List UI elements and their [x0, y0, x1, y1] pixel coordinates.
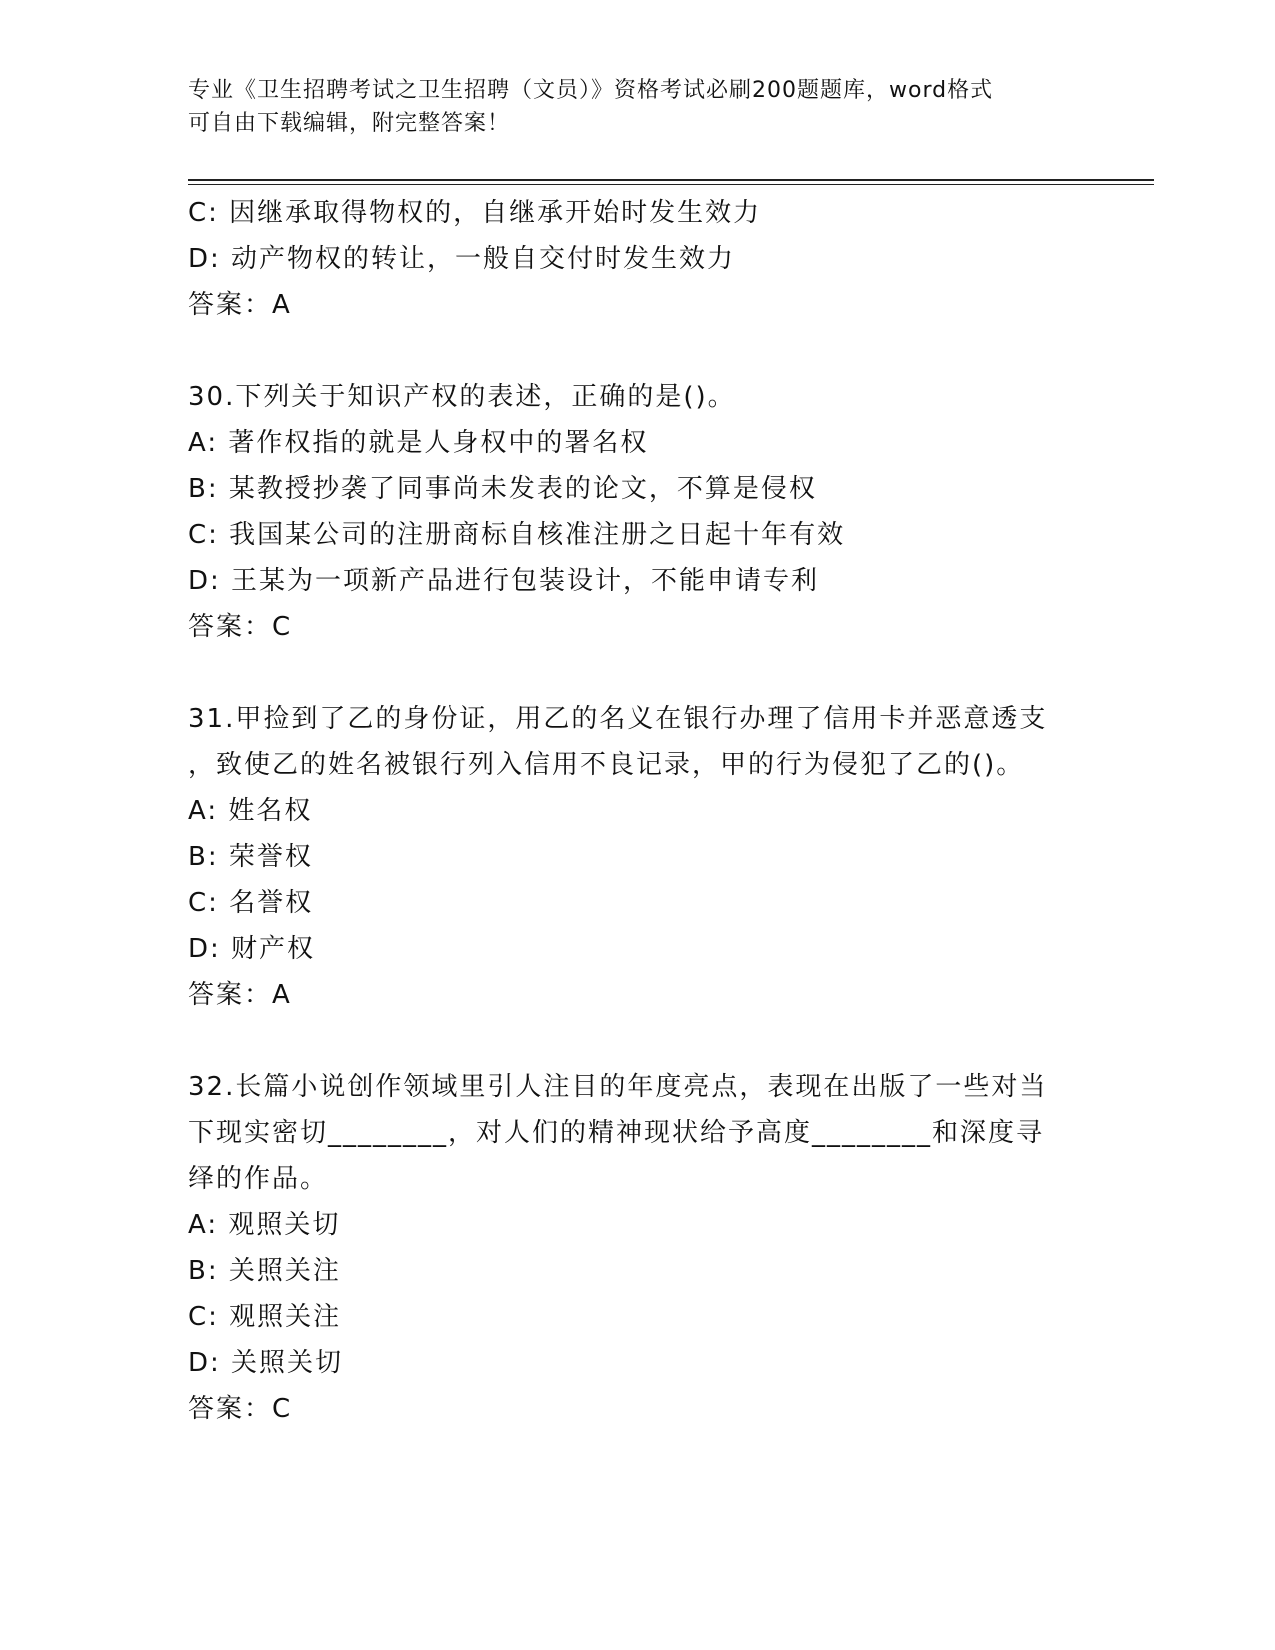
spacer	[188, 650, 1108, 696]
question-list	[188, 190, 1108, 1432]
question-stem-continued: ，致使乙的姓名被银行列入信用不良记录，甲的行为侵犯了乙的()。	[188, 750, 1025, 780]
option-d: D: 关照关切	[188, 1348, 344, 1378]
question-stem: 32.长篇小说创作领域里引人注目的年度亮点，表现在出版了一些对当	[188, 1072, 1048, 1102]
question-stem: 31.甲捡到了乙的身份证，用乙的名义在银行办理了信用卡并恶意透支	[188, 704, 1048, 734]
option-b: B: 某教授抄袭了同事尚未发表的论文，不算是侵权	[188, 474, 817, 504]
option-d: D: 财产权	[188, 934, 316, 964]
spacer	[188, 1018, 1108, 1064]
previous-question-tail	[188, 190, 1108, 328]
question-stem: 30.下列关于知识产权的表述，正确的是()。	[188, 382, 736, 412]
option-a: A: 观照关切	[188, 1210, 341, 1240]
spacer	[188, 328, 1108, 374]
question-31	[188, 696, 1108, 1018]
option-a: A: 著作权指的就是人身权中的署名权	[188, 428, 649, 458]
option-d: D: 王某为一项新产品进行包装设计，不能申请专利	[188, 566, 820, 596]
option-d: D: 动产物权的转让，一般自交付时发生效力	[188, 244, 736, 274]
answer-line: 答案：A	[188, 980, 292, 1010]
document-header	[188, 74, 1088, 140]
header-title-line-2: 可自由下载编辑，附完整答案！	[188, 111, 511, 136]
question-stem-continued: 绎的作品。	[188, 1164, 329, 1194]
question-stem-continued: 下现实密切________，对人们的精神现状给予高度________和深度寻	[188, 1118, 1045, 1148]
option-a: A: 姓名权	[188, 796, 313, 826]
option-b: B: 关照关注	[188, 1256, 341, 1286]
answer-line: 答案：C	[188, 1394, 293, 1424]
option-c: C: 我国某公司的注册商标自核准注册之日起十年有效	[188, 520, 846, 550]
question-32	[188, 1064, 1108, 1432]
option-c: C: 观照关注	[188, 1302, 342, 1332]
answer-line: 答案：C	[188, 612, 293, 642]
option-b: B: 荣誉权	[188, 842, 313, 872]
answer-line: 答案：A	[188, 290, 292, 320]
header-title-line-1: 专业《卫生招聘考试之卫生招聘（文员）》资格考试必刷200题题库，word格式	[188, 78, 994, 103]
header-divider-thick	[188, 179, 1154, 181]
question-30	[188, 374, 1108, 650]
option-c: C: 因继承取得物权的，自继承开始时发生效力	[188, 198, 762, 228]
header-divider-thin	[188, 184, 1154, 185]
option-c: C: 名誉权	[188, 888, 314, 918]
